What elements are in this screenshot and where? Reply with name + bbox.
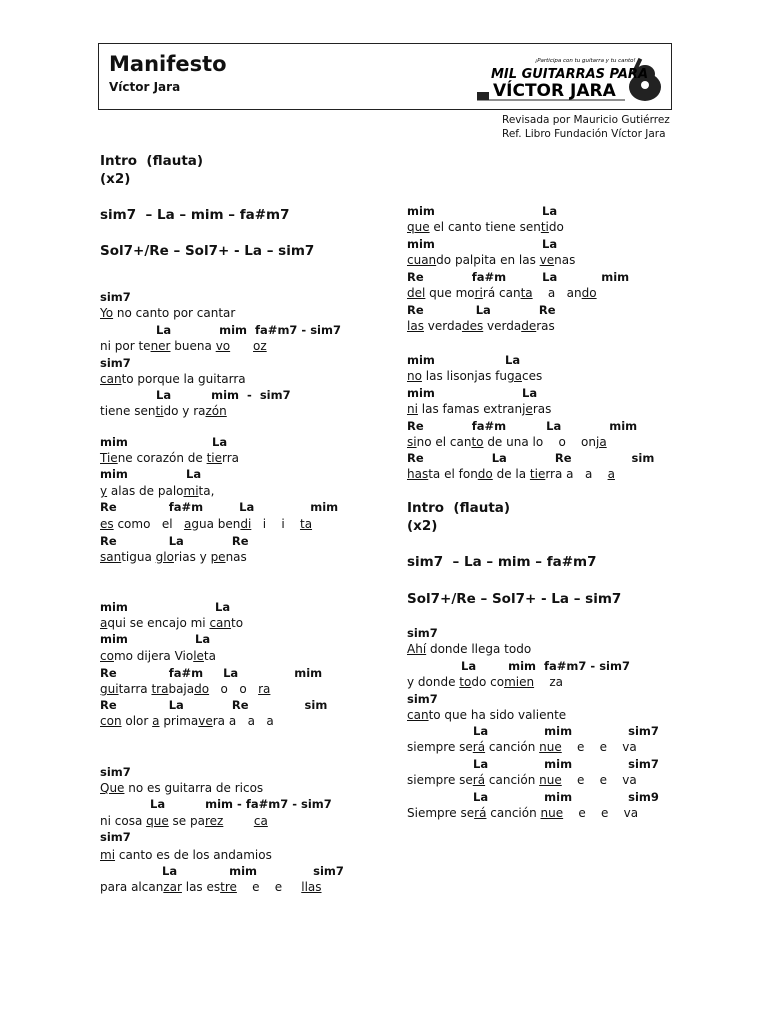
stressed-syllable: je	[522, 402, 533, 416]
stressed-syllable: ja	[596, 435, 607, 449]
lyric-line	[407, 286, 597, 300]
stressed-syllable: ner	[150, 339, 171, 353]
chord-line: mim	[407, 386, 435, 400]
lyric-text: ta	[203, 649, 216, 663]
stressed-syllable: oz	[253, 339, 267, 353]
chord-line: La mim - fa#m7 - sim7	[150, 797, 332, 811]
stressed-syllable: a	[100, 616, 108, 630]
lyric-line	[407, 708, 566, 722]
stressed-syllable: tra	[151, 682, 169, 696]
chord-line: La	[522, 386, 538, 400]
lyric-text: ra a a a	[212, 714, 274, 728]
chord-line: mim	[407, 353, 435, 367]
lyric-line	[407, 642, 531, 656]
stressed-syllable: ca	[253, 814, 268, 828]
lyric-text: que mo	[425, 286, 475, 300]
chord-line: sim7	[407, 626, 438, 640]
stressed-syllable: ta	[299, 517, 313, 531]
lyric-text: to que ha sido valiente	[428, 708, 567, 722]
header-box	[98, 43, 672, 110]
lyric-line	[100, 848, 272, 862]
lyric-text: ni cosa	[100, 814, 147, 828]
lyric-text: baja	[168, 682, 195, 696]
stressed-syllable: tie	[206, 451, 223, 465]
stressed-syllable: a	[184, 517, 192, 531]
stressed-syllable: Que	[100, 781, 125, 795]
lyric-text: to porque la guitarra	[121, 372, 246, 386]
chord-line: Re fa#m La mim	[407, 419, 638, 433]
stressed-syllable: le	[193, 649, 204, 663]
lyric-text: ras	[536, 319, 555, 333]
lyric-text: mo dijera Vio	[113, 649, 194, 663]
lyric-text: do co	[471, 675, 505, 689]
lyric-line	[407, 369, 542, 383]
lyric-text: rra	[222, 451, 240, 465]
lyric-line	[100, 714, 274, 728]
stressed-syllable: ti	[155, 404, 164, 418]
lyric-text	[223, 814, 254, 828]
stressed-syllable: con	[100, 714, 122, 728]
lyric-text: canción	[485, 740, 540, 754]
chord-line: La mim sim9	[473, 790, 659, 804]
lyric-line	[100, 404, 227, 418]
section-heading: (x2)	[100, 171, 131, 187]
stressed-syllable: ri	[474, 286, 483, 300]
chord-line: La	[195, 632, 211, 646]
lyric-text: a an	[532, 286, 582, 300]
lyric-line	[100, 880, 322, 894]
stressed-syllable: can	[100, 372, 122, 386]
lyric-line	[100, 484, 214, 498]
stressed-syllable: ti	[540, 220, 549, 234]
lyric-text: buena	[170, 339, 216, 353]
lyric-line	[100, 781, 263, 795]
stressed-syllable: has	[407, 467, 429, 481]
lyric-text: to	[231, 616, 244, 630]
lyric-text: rá can	[482, 286, 521, 300]
lyric-text: e e va	[561, 740, 637, 754]
stressed-syllable: ve	[198, 714, 213, 728]
stressed-syllable: ve	[539, 253, 555, 267]
lyric-text: e e va	[561, 773, 637, 787]
section-heading: Sol7+/Re – Sol7+ - La – sim7	[100, 243, 315, 259]
lyric-line	[407, 740, 637, 754]
chord-line: sim7	[407, 692, 438, 706]
lyric-text: alas de palo	[107, 484, 184, 498]
lyric-text: rra a a	[545, 467, 608, 481]
stressed-syllable: ga	[506, 369, 522, 383]
lyric-text: olor	[121, 714, 153, 728]
mil-guitarras-logo	[475, 54, 665, 104]
chord-line: Re La Re sim	[407, 451, 655, 465]
stressed-syllable: de	[521, 319, 537, 333]
lyric-line	[100, 649, 216, 663]
lyric-text: za	[534, 675, 563, 689]
chord-line: La	[215, 600, 231, 614]
lyric-line	[407, 435, 607, 449]
chord-line: Re fa#m La mim	[100, 666, 323, 680]
stressed-syllable: do	[194, 682, 210, 696]
stressed-syllable: nue	[539, 740, 562, 754]
lyric-text: rias y	[173, 550, 211, 564]
chord-line: sim7	[100, 830, 131, 844]
stressed-syllable: a	[607, 467, 615, 481]
lyric-line	[100, 814, 268, 828]
stressed-syllable: zón	[205, 404, 227, 418]
stressed-syllable: cuan	[407, 253, 437, 267]
stressed-syllable: Yo	[100, 306, 114, 320]
lyric-text: para alcan	[100, 880, 164, 894]
lyric-text: verda	[483, 319, 522, 333]
lyric-text: siempre se	[407, 740, 473, 754]
stressed-syllable: rá	[472, 773, 486, 787]
stressed-syllable: a	[152, 714, 160, 728]
stressed-syllable: que	[407, 220, 430, 234]
lyric-line	[100, 517, 312, 531]
lyric-text: no el can	[416, 435, 472, 449]
chord-line: La	[186, 467, 202, 481]
chord-line: mim	[100, 467, 128, 481]
stressed-syllable: rá	[474, 806, 487, 820]
lyric-text: tiene sen	[100, 404, 156, 418]
stressed-syllable: co	[100, 649, 114, 663]
stressed-syllable: Tie	[100, 451, 118, 465]
stressed-syllable: to	[459, 675, 472, 689]
chord-line: La mim fa#m7 - sim7	[156, 323, 341, 337]
logo-line1: MIL GUITARRAS PARA	[491, 67, 649, 82]
stressed-syllable: mien	[504, 675, 535, 689]
stressed-syllable: mi	[183, 484, 199, 498]
lyric-text: el canto tiene sen	[429, 220, 541, 234]
stressed-syllable: es	[100, 517, 114, 531]
section-heading: Sol7+/Re – Sol7+ - La – sim7	[407, 591, 622, 607]
chord-line: La mim sim7	[473, 757, 659, 771]
revision-info	[502, 113, 670, 141]
lyric-text: ta el fon	[428, 467, 478, 481]
stressed-syllable: rá	[472, 740, 486, 754]
lyric-line	[100, 616, 243, 630]
chord-line: mim	[407, 204, 435, 218]
stressed-syllable: gui	[100, 682, 119, 696]
stressed-syllable: do	[581, 286, 597, 300]
lyric-line	[100, 339, 267, 353]
stressed-syllable: ni	[407, 402, 418, 416]
stressed-syllable: do	[477, 467, 493, 481]
lyric-text: e e	[236, 880, 302, 894]
lyric-line	[407, 319, 555, 333]
stressed-syllable: pe	[210, 550, 226, 564]
lyric-line	[407, 773, 637, 787]
lyric-text: ni por te	[100, 339, 151, 353]
stressed-syllable: can	[407, 708, 429, 722]
chord-line: La mim fa#m7 - sim7	[461, 659, 630, 673]
lyric-text: prima	[159, 714, 199, 728]
chord-line: Re fa#m La mim	[100, 500, 339, 514]
reference: Ref. Libro Fundación Víctor Jara	[502, 128, 666, 140]
lyric-text: do	[548, 220, 564, 234]
section-heading: sim7 – La – mim – fa#m7	[407, 554, 597, 570]
chord-line: sim7	[100, 765, 131, 779]
chord-line: Re La Re sim	[100, 698, 328, 712]
chord-line: mim	[407, 237, 435, 251]
lyric-line	[100, 682, 270, 696]
lyric-text: ne corazón de	[117, 451, 207, 465]
stressed-syllable: Ahí	[407, 642, 427, 656]
stressed-syllable: ta	[520, 286, 533, 300]
lyric-text: las es	[181, 880, 221, 894]
stressed-syllable: nue	[539, 773, 562, 787]
lyric-text: de una lo o on	[483, 435, 596, 449]
logo-tagline: ¡Participa con tu guitarra y tu canto!	[535, 58, 636, 64]
chord-line: La mim - sim7	[156, 388, 291, 402]
chord-line: mim	[100, 632, 128, 646]
lyric-line	[407, 402, 551, 416]
lyric-line	[407, 675, 563, 689]
stressed-syllable: vo	[215, 339, 231, 353]
chord-line: sim7	[100, 356, 131, 370]
chord-line: mim	[100, 435, 128, 449]
chord-line: mim	[100, 600, 128, 614]
stressed-syllable: las	[407, 319, 424, 333]
stressed-syllable: y	[100, 484, 108, 498]
lyric-text: canción	[485, 773, 540, 787]
stressed-syllable: des	[461, 319, 484, 333]
stressed-syllable: rez	[204, 814, 224, 828]
lyric-text: se pa	[168, 814, 205, 828]
stressed-syllable: que	[146, 814, 169, 828]
chord-line: sim7	[100, 290, 131, 304]
logo-line2: VÍCTOR JARA	[493, 81, 616, 101]
lyric-text: Siempre se	[407, 806, 475, 820]
stressed-syllable: llas	[301, 880, 322, 894]
lyric-text: siempre se	[407, 773, 473, 787]
chord-line: La	[505, 353, 521, 367]
lyric-text: nas	[554, 253, 576, 267]
lyric-line	[407, 220, 564, 234]
lyric-text: nas	[225, 550, 247, 564]
chord-line: La	[212, 435, 228, 449]
lyric-text	[230, 339, 253, 353]
lyric-text: ces	[521, 369, 543, 383]
lyric-text: como el	[113, 517, 185, 531]
lyric-text: qui se encajo mi	[107, 616, 210, 630]
lyric-text: verda	[423, 319, 462, 333]
chord-line: La mim sim7	[162, 864, 344, 878]
chord-line: La	[542, 237, 558, 251]
chord-line: Re fa#m La mim	[407, 270, 630, 284]
lyric-text: ras	[532, 402, 552, 416]
section-heading: Intro (flauta)	[100, 153, 204, 169]
section-heading: sim7 – La – mim – fa#m7	[100, 207, 290, 223]
lyric-text: do y ra	[163, 404, 206, 418]
lyric-text: ta,	[198, 484, 215, 498]
stressed-syllable: zar	[163, 880, 182, 894]
lyric-text: las famas extran	[417, 402, 523, 416]
stressed-syllable: san	[100, 550, 122, 564]
lyric-text: canto es de los andamios	[115, 848, 272, 862]
section-heading: Intro (flauta)	[407, 500, 511, 516]
lyric-text: no canto por cantar	[113, 306, 236, 320]
section-heading: (x2)	[407, 518, 438, 534]
lyric-line	[100, 306, 235, 320]
lyric-line	[100, 372, 246, 386]
stressed-syllable: mi	[100, 848, 116, 862]
chord-line: Re La Re	[407, 303, 556, 317]
song-author: Víctor Jara	[109, 80, 181, 94]
song-title: Manifesto	[109, 52, 227, 76]
lyric-text: las lisonjas fu	[421, 369, 507, 383]
lyric-text: tarra	[118, 682, 152, 696]
stressed-syllable: si	[407, 435, 417, 449]
lyric-text: no es guitarra de ricos	[124, 781, 264, 795]
lyric-text: tigua	[121, 550, 156, 564]
chord-line: Re La Re	[100, 534, 249, 548]
stressed-syllable: glo	[155, 550, 174, 564]
lyric-text: e e va	[563, 806, 639, 820]
stressed-syllable: del	[407, 286, 426, 300]
chord-line: La mim sim7	[473, 724, 659, 738]
lyric-text: y donde	[407, 675, 460, 689]
stressed-syllable: ra	[258, 682, 271, 696]
stressed-syllable: can	[209, 616, 232, 630]
lyric-line	[407, 806, 638, 820]
lyric-text: de la	[492, 467, 530, 481]
lyric-line	[407, 467, 615, 481]
lyric-text: gua ben	[191, 517, 241, 531]
stressed-syllable: nue	[540, 806, 564, 820]
lyric-text: i i	[251, 517, 300, 531]
lyric-line	[100, 550, 247, 564]
stressed-syllable: tre	[220, 880, 237, 894]
revised-by: Revisada por Mauricio Gutiérrez	[502, 114, 670, 126]
stressed-syllable: tie	[529, 467, 546, 481]
lyric-line	[407, 253, 575, 267]
lyric-text: do palpita en las	[436, 253, 540, 267]
lyric-text: canción	[486, 806, 541, 820]
lyric-line	[100, 451, 239, 465]
stressed-syllable: to	[471, 435, 484, 449]
lyric-text: o o	[209, 682, 259, 696]
chord-line: La	[542, 204, 558, 218]
stressed-syllable: di	[240, 517, 252, 531]
stressed-syllable: no	[407, 369, 422, 383]
lyric-text: donde llega todo	[426, 642, 532, 656]
